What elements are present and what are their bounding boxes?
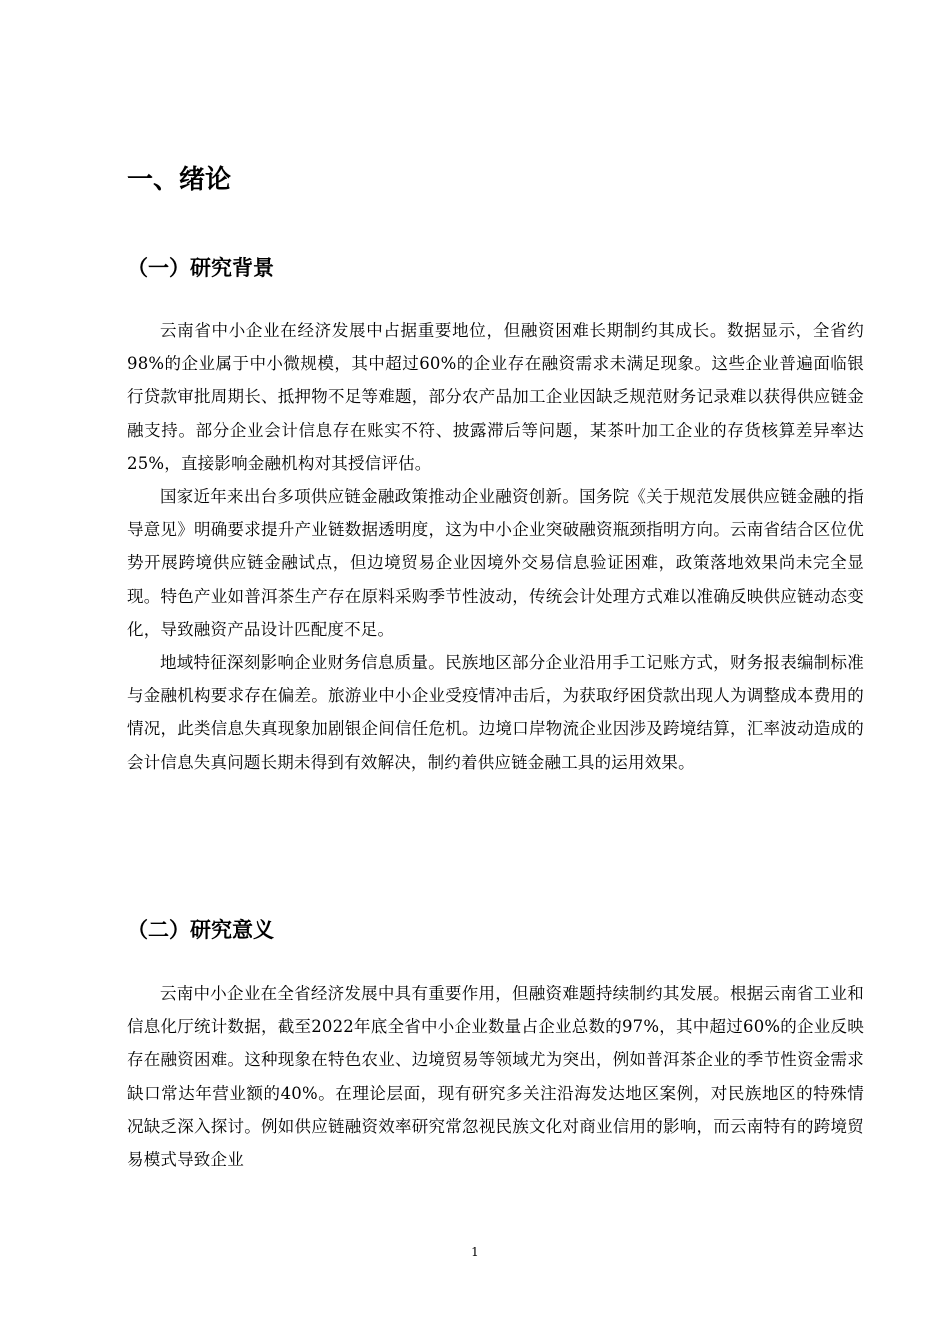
section-body-background — [127, 314, 864, 779]
section-heading-background: （一）研究背景 — [127, 256, 274, 280]
section-heading-significance: （二）研究意义 — [127, 918, 274, 942]
section-body-significance — [127, 977, 864, 1176]
chapter-title: 一、绪论 — [127, 165, 232, 195]
paragraph: 云南中小企业在全省经济发展中具有重要作用，但融资难题持续制约其发展。根据云南省工业和信息化厅统计数据，截至2022年底全省中小企业数量占企业总数的97%，其中超过60%的企业反映存在融资困难。这种现象在特色农业、边境贸易等领域尤为突出，例如普洱茶企业的季节性资金需求缺口常达年营业额的40%。在理论层面，现有研究多关注沿海发达地区案例，对民族地区的特殊情况缺乏深入探讨。例如供应链融资效率研究常忽视民族文化对商业信用的影响，而云南特有的跨境贸易模式导致企业 — [127, 984, 864, 1170]
paragraph: 地域特征深刻影响企业财务信息质量。民族地区部分企业沿用手工记账方式，财务报表编制标准与金融机构要求存在偏差。旅游业中小企业受疫情冲击后，为获取纾困贷款出现人为调整成本费用的情况，此类信息失真现象加剧银企间信任危机。边境口岸物流企业因涉及跨境结算，汇率波动造成的会计信息失真问题长期未得到有效解决，制约着供应链金融工具的运用效果。 — [127, 653, 864, 772]
page-number: 1 — [471, 1245, 479, 1259]
paragraph: 云南省中小企业在经济发展中占据重要地位，但融资困难长期制约其成长。数据显示，全省约98%的企业属于中小微规模，其中超过60%的企业存在融资需求未满足现象。这些企业普遍面临银行贷款审批周期长、抵押物不足等难题，部分农产品加工企业因缺乏规范财务记录难以获得供应链金融支持。部分企业会计信息存在账实不符、披露滞后等问题，某茶叶加工企业的存货核算差异率达25%，直接影响金融机构对其授信评估。 — [127, 321, 864, 473]
paragraph: 国家近年来出台多项供应链金融政策推动企业融资创新。国务院《关于规范发展供应链金融的指导意见》明确要求提升产业链数据透明度，这为中小企业突破融资瓶颈指明方向。云南省结合区位优势开展跨境供应链金融试点，但边境贸易企业因境外交易信息验证困难，政策落地效果尚未完全显现。特色产业如普洱茶生产存在原料采购季节性波动，传统会计处理方式难以准确反映供应链动态变化，导致融资产品设计匹配度不足。 — [127, 487, 864, 639]
